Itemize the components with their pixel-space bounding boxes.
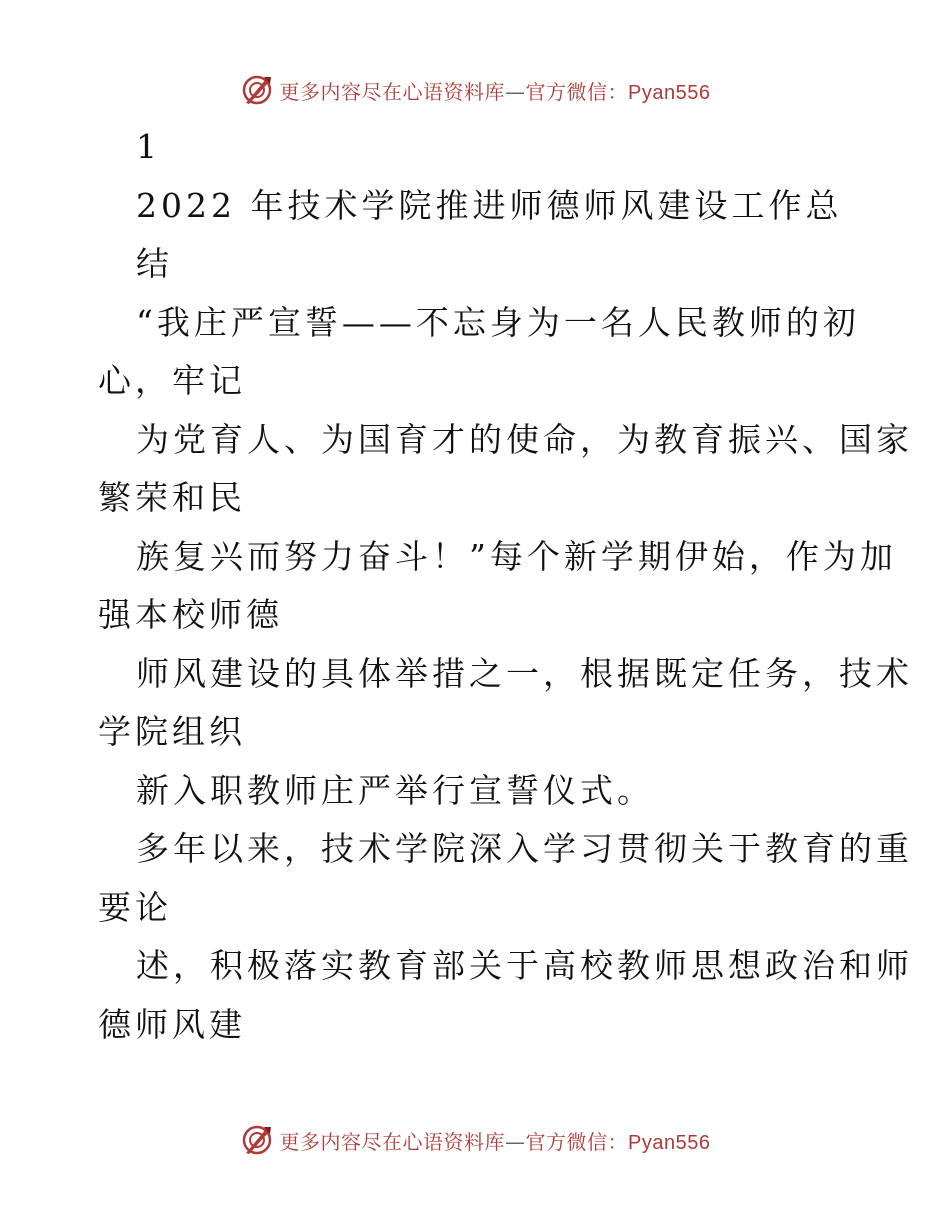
watermark-wechat-label: 官方微信： [525, 1129, 629, 1154]
quill-pen-logo-icon [240, 73, 274, 107]
document-line: 多年以来，技术学院深入学习贯彻关于教育的重 [136, 829, 913, 868]
watermark-separator: — [505, 1129, 526, 1154]
document-line: 繁荣和民 [98, 478, 246, 517]
watermark-wechat-id: Pyan556 [628, 1131, 711, 1154]
document-line: 心，牢记 [98, 361, 246, 400]
watermark-main: 更多内容尽在心语资料库 [279, 79, 506, 104]
document-line: 述，积极落实教育部关于高校教师思想政治和师 [136, 946, 913, 985]
document-line: 结 [136, 244, 173, 283]
watermark-main: 更多内容尽在心语资料库 [279, 1129, 506, 1154]
document-line: 要论 [98, 887, 172, 927]
watermark-wechat-id: Pyan556 [628, 81, 711, 104]
document-line: 新入职教师庄严举行宣誓仪式。 [136, 770, 654, 810]
quill-pen-logo-icon [240, 1123, 274, 1157]
document-body [98, 118, 913, 1054]
document-line: 学院组织 [98, 712, 246, 751]
header-watermark [0, 70, 950, 110]
document-line: 1 [136, 127, 161, 166]
document-line: 为党育人、为国育才的使命，为教育振兴、国家 [136, 419, 913, 459]
document-line: 师风建设的具体举措之一，根据既定任务，技术 [136, 653, 913, 693]
document-line: “我庄严宣誓——不忘身为一名人民教师的初 [136, 302, 860, 342]
document-line: 2022 年技术学院推进师德师风建设工作总 [136, 185, 843, 225]
watermark-wechat-label: 官方微信： [525, 79, 629, 104]
document-line: 族复兴而努力奋斗！”每个新学期伊始，作为加 [136, 536, 897, 576]
footer-watermark [0, 1120, 950, 1160]
watermark-text [280, 1126, 711, 1155]
watermark-text [280, 76, 711, 105]
document-line: 强本校师德 [98, 595, 283, 634]
watermark-separator: — [505, 79, 526, 104]
document-line: 德师风建 [98, 1004, 246, 1044]
